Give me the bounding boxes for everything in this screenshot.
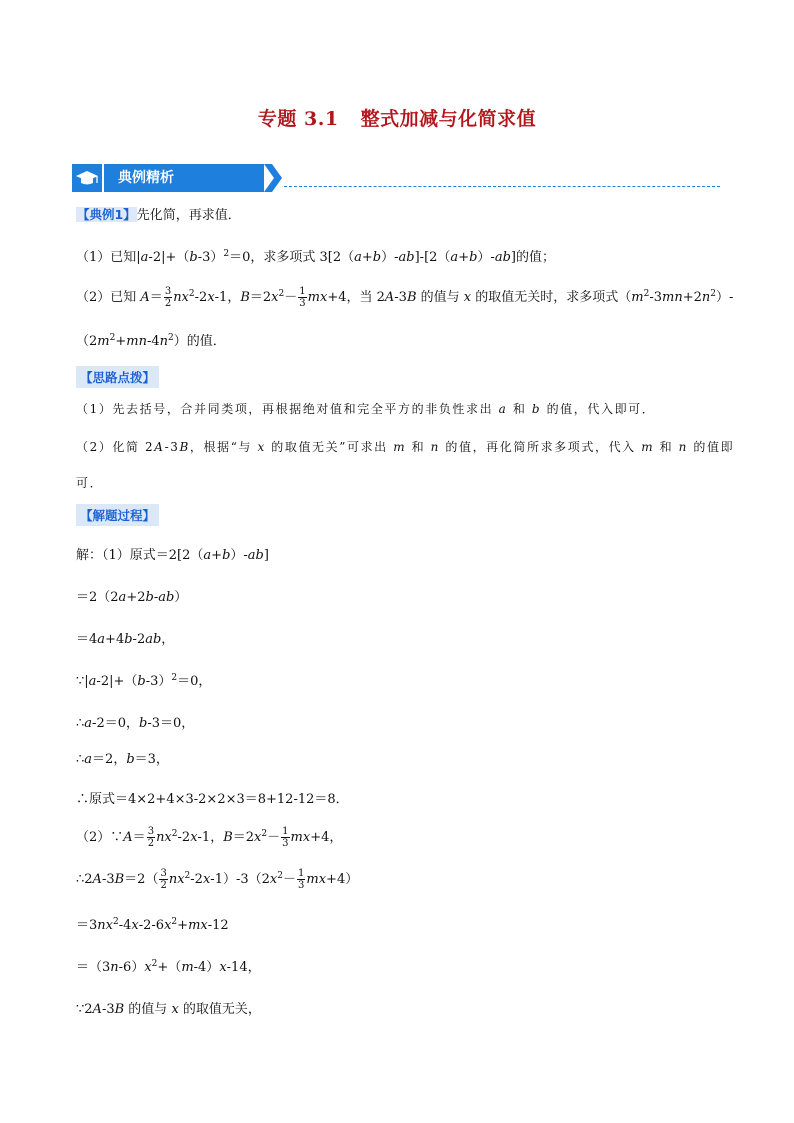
solution-step-1: 解：（1）原式＝2[2（a+b）-ab] xyxy=(76,548,269,563)
solution-tag: 【解题过程】 xyxy=(76,504,159,526)
hint-tag: 【思路点拨】 xyxy=(76,366,159,388)
solution-step-6: ∴a＝2，b＝3， xyxy=(76,752,169,767)
hint-line-3: 可． xyxy=(76,476,104,490)
page-title xyxy=(0,104,794,131)
title-text: 整式加减与化简求值 xyxy=(360,108,537,130)
solution-step-8: （2）∵A＝ $\frac{3}{2}$ $nx^2-2x-1$，$B=2x^2-$ $\frac{1}{3}$ mx+4， xyxy=(76,826,343,849)
solution-step-7: ∴原式＝4×2+4×3-2×2×3＝8+12-12＝8． xyxy=(76,792,349,807)
example-question-2: （2）已知 A＝ $\frac{3}{2}$ $nx^2-2x-1$，$B=2x^2-$ $\frac{1}{3}$ mx+4，当 2A-3B 的值与 x 的取值无关时，求多项式$(m^2-3mn+2n^2)-$ xyxy=(76,286,734,309)
section-banner xyxy=(72,164,722,192)
solution-step-4: $\because|a-2|+(b-3)^2=0$， xyxy=(76,673,212,689)
solution-step-3: ＝4a+4b-2ab， xyxy=(76,632,175,647)
solution-step-10: $=3nx^2-4x-2-6x^2+mx-12$ xyxy=(76,917,229,933)
example-question-2-cont: $(2m^2+mn-4n^2)$的值． xyxy=(76,333,226,349)
chevron-right-icon xyxy=(264,164,286,192)
hint-tag-row xyxy=(76,366,159,388)
example-tag: 【典例1】 xyxy=(77,207,136,222)
solution-step-2: ＝2（2a+2b-ab） xyxy=(76,590,188,605)
solution-step-9: ∴2A-3B＝2（ $\frac{3}{2}$ $nx^2-2x-1)-3(2x^2-$ $\frac{1}{3}$ mx+4） xyxy=(76,868,359,891)
solution-tag-row xyxy=(76,504,159,526)
hint-line-1: （1）先去括号，合并同类项，再根据绝对值和完全平方的非负性求出 a 和 b 的值，代入即可． xyxy=(76,402,656,416)
solution-step-5: ∴a-2＝0，b-3＝0， xyxy=(76,716,195,731)
hint-line-2: （2）化简 2A-3B，根据“与 x 的取值无关”可求出 m 和 n 的值，再化简所求多项式，代入 m 和 n 的值即 xyxy=(76,440,735,454)
solution-step-11: $=(3n-6)x^2+(m-4)x-14$， xyxy=(76,959,261,975)
example-intro: 【典例1】先化简，再求值． xyxy=(77,207,241,223)
example-question-1: （1）已知$|a-2|+(b-3)^2=0$，求多项式 3[2（a+b）-ab]-[2（a+b）-ab]的值； xyxy=(76,249,555,265)
banner-label: 典例精析 xyxy=(104,164,264,192)
title-prefix: 专题 3.1 xyxy=(257,108,339,130)
banner-divider xyxy=(284,186,720,187)
graduation-cap-icon xyxy=(72,164,102,192)
solution-step-12: ∵2A-3B 的值与 x 的取值无关， xyxy=(76,1002,261,1017)
